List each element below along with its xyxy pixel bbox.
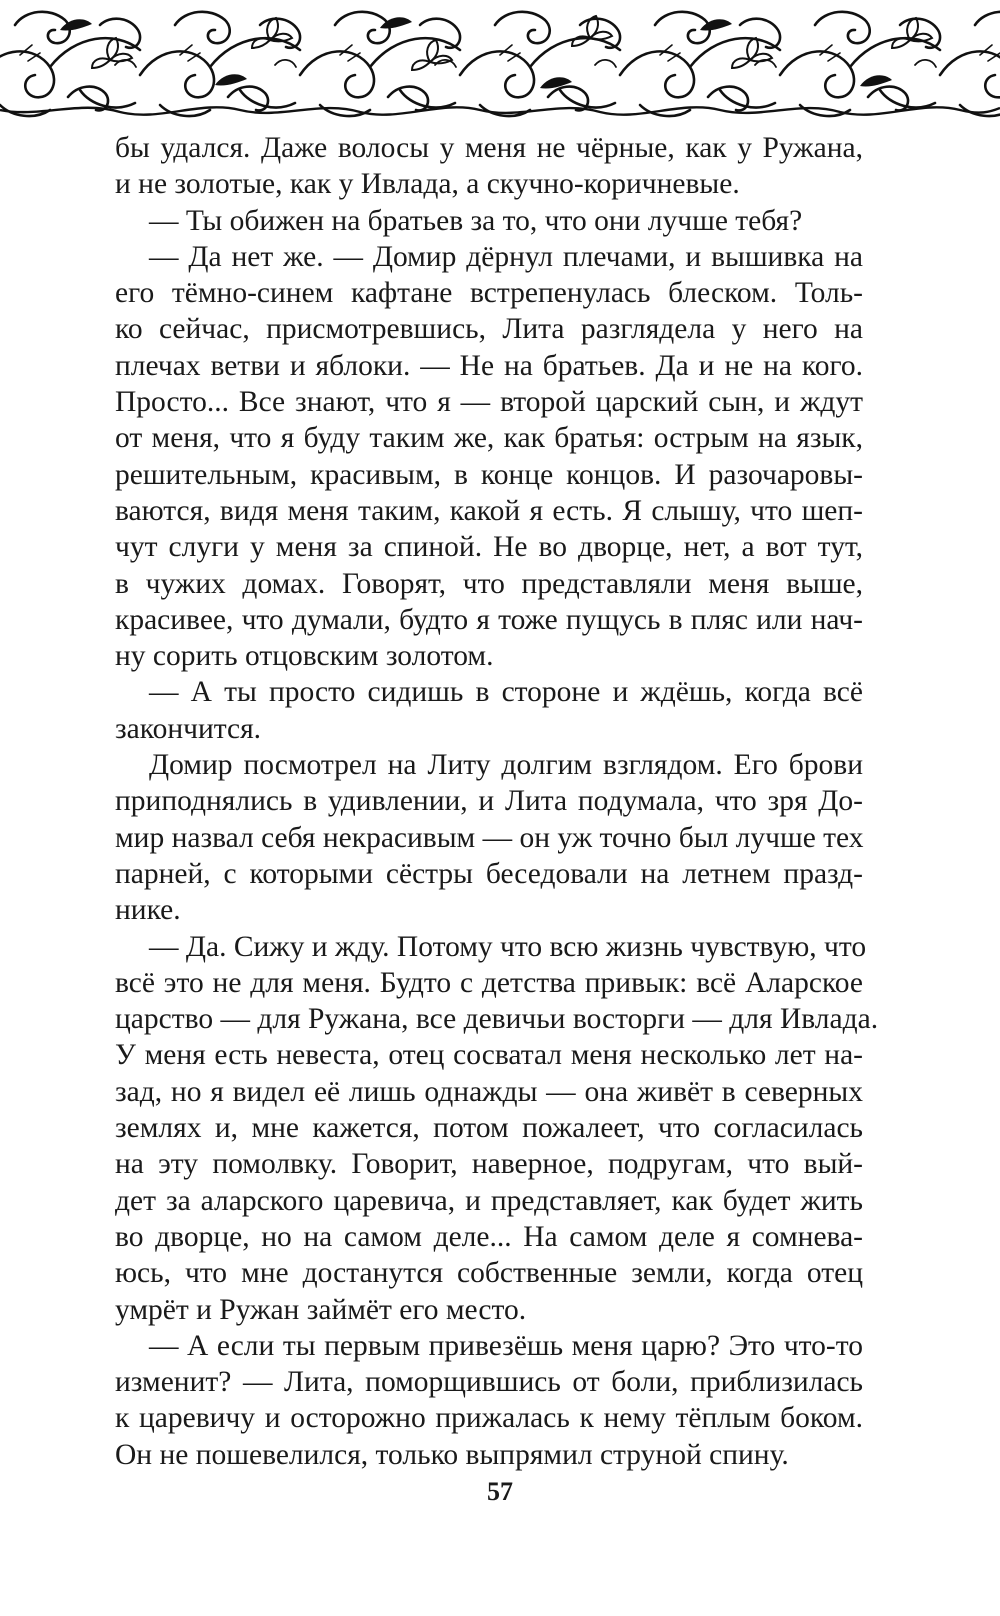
text-line: закончится.: [115, 712, 262, 745]
text-line: Просто... Все знают, что я — второй царский сын, и ждут: [115, 386, 863, 419]
text-line: — А если ты первым привезёшь меня царю? Это что-то: [149, 1329, 863, 1362]
text-line: приподнялись в удивлении, и Лита подумала, что зря До-: [115, 785, 863, 818]
text-line: ваются, видя меня таким, какой я есть. Я слышу, что шеп-: [115, 494, 863, 527]
text-line: от меня, что я буду таким же, как братья: острым на язык,: [115, 422, 863, 455]
text-line: и не золотые, как у Ивлада, а скучно-коричневые.: [115, 168, 740, 201]
text-line: Домир посмотрел на Литу долгим взглядом. Его брови: [149, 749, 863, 782]
text-line: мир назвал себя некрасивым — он уж точно был лучше тех: [115, 821, 864, 854]
text-line: землях и, мне кажется, потом пожалеет, что согласилась: [115, 1112, 863, 1145]
text-line: парней, с которыми сёстры беседовали на летнем празд-: [115, 857, 863, 890]
text-line: ко сейчас, присмотревшись, Лита разглядела у него на: [115, 313, 863, 346]
text-line: бы удался. Даже волосы у меня не чёрные, как у Ружана,: [115, 132, 863, 164]
text-line: плечах ветви и яблоки. — Не на братьев. Да и не на кого.: [115, 349, 863, 382]
text-line: — Да. Сижу и жду. Потому что всю жизнь чувствую, что: [149, 930, 867, 963]
text-line: царство — для Ружана, все девичьи восторги — для Ивлада.: [115, 1003, 879, 1036]
text-line: изменит? — Лита, поморщившись от боли, приблизилась: [115, 1366, 863, 1399]
page-number: 57: [487, 1477, 513, 1506]
text-line: умрёт и Ружан займёт его место.: [115, 1293, 527, 1326]
text-line: У меня есть невеста, отец сосватал меня несколько лет на-: [115, 1039, 863, 1072]
text-line: чут слуги у меня за спиной. Не во дворце, нет, а вот тут,: [115, 531, 863, 564]
text-line: его тёмно-синем кафтане встрепенулась блеском. Толь-: [115, 277, 863, 310]
text-line: — Ты обижен на братьев за то, что они лучше тебя?: [149, 204, 803, 237]
text-line: во дворце, но на самом деле... На самом деле я сомнева-: [115, 1220, 863, 1253]
text-line: зад, но я видел её лишь однажды — она живёт в северных: [115, 1075, 863, 1108]
text-line: ну сорить отцовским золотом.: [115, 640, 494, 673]
text-line: нике.: [115, 894, 181, 927]
text-line: красивее, что думали, будто я тоже пущусь в пляс или нач-: [115, 603, 863, 636]
text-line: решительным, красивым, в конце концов. И разочаровы-: [115, 458, 863, 491]
text-line: дет за аларского царевича, и представляет, как будет жить: [115, 1184, 863, 1217]
text-line: в чужих домах. Говорят, что представляли меня выше,: [115, 567, 863, 600]
text-line: на эту помолвку. Говорит, наверное, подругам, что вый-: [115, 1148, 863, 1181]
body-text: [115, 130, 879, 1473]
floral-border-icon: [0, 0, 1000, 125]
text-line: Он не пошевелился, только выпрямил струной спину.: [115, 1438, 789, 1471]
text-line: — А ты просто сидишь в стороне и ждёшь, когда всё: [149, 676, 863, 709]
text-line: всё это не для меня. Будто с детства привык: всё Аларское: [115, 966, 863, 999]
text-line: к царевичу и осторожно прижалась к нему тёплым боком.: [115, 1402, 863, 1435]
text-line: юсь, что мне достанутся собственные земли, когда отец: [115, 1257, 863, 1290]
text-line: — Да нет же. — Домир дёрнул плечами, и вышивка на: [149, 240, 863, 273]
